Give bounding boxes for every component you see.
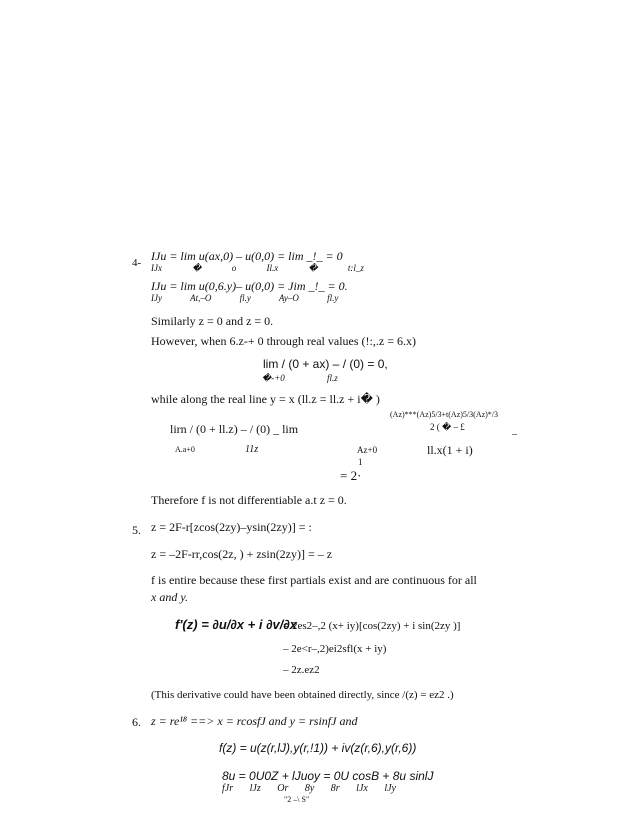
page-footer-mark: "2 –\ S": [284, 795, 310, 804]
p4-half: = 2·: [340, 468, 362, 483]
p4-limit-line-dash: _: [512, 425, 517, 436]
p5-note: (This derivative could have been obtained directly, since /(z) = ez2 .): [151, 689, 454, 701]
p4-however: However, when 6.z-+ 0 through real values (!:,.z = 6.x): [151, 334, 416, 348]
p5-derivative-eq-1: = 2es2–,2 (x+ iy)[cos(2zy) + i sin(2zy )]: [283, 620, 461, 632]
p5-partial-1: z = 2F-r[zcos(2zy)–ysin(2zy)] = :: [151, 520, 312, 534]
p4-similarly: Similarly z = 0 and z = 0.: [151, 314, 274, 328]
p4-limit-real: lim / (0 + ax) – / (0) = 0,: [263, 357, 388, 371]
p4-therefore: Therefore f is not differentiable a.t z = 0.: [151, 493, 347, 507]
p5-entire-line-2: x and y.: [151, 590, 188, 604]
p6-chain-rule-denominators: fJr lJz Or 8y 8r lJx lJy: [222, 783, 396, 794]
p4-limit-line: lirn / (0 + ll.z) – / (0) _ lim: [170, 422, 299, 436]
p5-partial-2: z = –2F-rr,cos(2z, ) + zsin(2zy)] = – z: [151, 547, 333, 561]
p6-chain-rule: 8u = 0U0Z + lJuoy = 0U cosB + 8u sinlJ: [222, 769, 434, 783]
p4-partial-u-y: IJu = lim u(0,6.y)– u(0,0) = Jim _!_ = 0.: [151, 279, 348, 293]
p4-limit-line-sub-c: Az+0: [357, 445, 378, 455]
p4-limit-line-numerator: (Az)***(Az)5/3+t(Az)5/3(Az)*/3: [390, 410, 499, 419]
p4-partial-u-x: IJu = lim u(ax,0) – u(0,0) = lim _!_ = 0: [151, 249, 343, 263]
p4-while-along: while along the real line y = x (ll.z = ll.z + i� ): [151, 392, 380, 406]
problem-5-number: 5.: [132, 523, 141, 537]
problem-4-number: 4-: [132, 257, 142, 269]
p4-limit-line-sub-b: 11z: [245, 444, 259, 455]
p6-f-composite: f(z) = u(z(r,lJ),y(r,!1)) + iv(z(r,6),y(r,6)): [219, 741, 417, 755]
p5-derivative-formula: f'(z) = ∂u/∂x + i ∂v/∂x: [175, 617, 297, 632]
problem-6-number: 6.: [132, 715, 141, 729]
p4-partial-u-y-denominators: IJy At,–O fl.y Ay–O fl.y: [151, 293, 339, 303]
p4-limit-line-rhs: 2 ( � – £: [430, 422, 465, 432]
p5-entire-line-1: f is entire because these first partials exist and are continuous for all: [151, 573, 477, 587]
p4-limit-line-sub-a: A.a+0: [175, 445, 195, 454]
p4-limit-line-sub-d: ll.x(1 + i): [427, 443, 473, 457]
p6-polar: z = re¹⁸ ==> x = rcosfJ and y = rsinfJ and: [151, 714, 358, 728]
p5-derivative-eq-2: – 2e<r–,2)ei2sfl(x + iy): [283, 643, 387, 655]
p4-partial-u-x-denominators: IJx � o Il.x � t:l_z: [151, 263, 364, 273]
p4-limit-real-sub: �-+0 fl.z: [262, 373, 338, 383]
p4-half-numerator: 1: [358, 457, 363, 467]
p5-derivative-eq-3: – 2z.ez2: [283, 664, 320, 676]
